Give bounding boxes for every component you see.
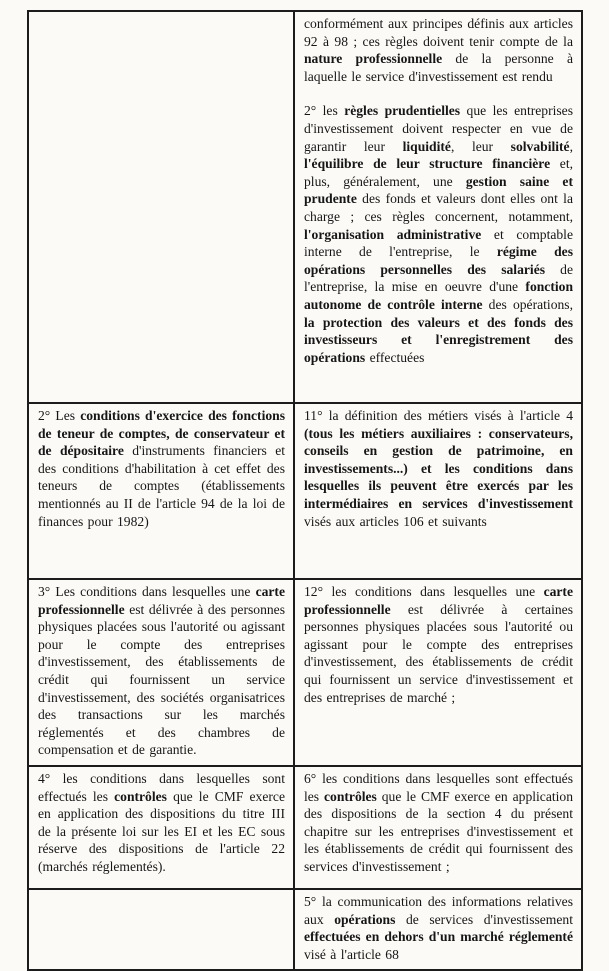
text: et comptable interne de l'entreprise, le (304, 226, 573, 260)
table-row (28, 579, 582, 766)
text: des fonds et valeurs dont elles ont la charge ; ces règles concernent, notamment, (304, 191, 573, 224)
text: 12° les conditions dans lesquelles une (304, 584, 544, 599)
paragraph (304, 102, 573, 366)
bold-text: gestion saine et prudente (304, 173, 573, 207)
table-row (28, 889, 582, 970)
bold-text: carte professionnelle (38, 584, 285, 617)
text: d'instruments financiers et des conditions d'habilitation à cet effet des teneurs de comptes (établissements mentionnés au II de l'article 94 de la loi de finances pour 1982) (38, 443, 286, 529)
bold-text: carte professionnelle (304, 584, 573, 617)
bold-text: liquidité (402, 138, 451, 154)
text: 5° la communication des informations relatives aux (304, 893, 573, 927)
text: des opérations, (482, 296, 573, 312)
cell-row1-left (28, 11, 294, 403)
text: 3° Les conditions dans lesquelles une (38, 584, 256, 599)
bold-text: opérations (334, 911, 396, 927)
text: et, plus, généralement, une (304, 156, 573, 189)
bold-text: contrôles (114, 788, 167, 804)
text: visés aux articles 106 et suivants (304, 513, 487, 529)
text: , (569, 138, 573, 154)
text: 11° la définition des métiers visés à l'article 4 (304, 408, 573, 423)
bold-text: l'équilibre de leur structure financière (304, 156, 551, 172)
bold-text: solvabilité (510, 138, 570, 154)
bold-text: fonction autonome de contrôle interne (304, 279, 573, 312)
text: de l'entreprise, la mise en oeuvre d'une (304, 261, 574, 295)
text: effectuées (365, 349, 425, 365)
bold-text: contrôles (324, 788, 377, 804)
paragraph (304, 583, 573, 706)
bold-text: l'organisation administrative (304, 226, 482, 242)
cell-row1-right (294, 11, 582, 403)
cell-row2-left (28, 403, 294, 579)
text: est délivrée à des personnes physiques placées sous l'autorité ou agissant pour le compte des entreprises d'investissement, des établissements de crédit qui fournissent un service d'investissement, des sociétés organisatrices des transactions sur les marchés réglementés et des chambres de compensation et de garantie. (38, 601, 285, 758)
legal-table (27, 10, 583, 971)
text: que le CMF exerce en application des dispositions du titre III de la présente loi sur les EI et les EC sous réserve des dispositions de l'article 22 (marchés réglementés). (38, 788, 285, 874)
paragraph (304, 407, 573, 530)
text: conformément aux principes définis aux articles 92 à 98 ; ces règles doivent tenir compte de la (304, 16, 573, 49)
bold-text: effectuées en dehors d'un marché réglementé (304, 929, 573, 945)
text: 2° les (304, 103, 345, 119)
text: est délivrée à certaines personnes physiques placées sous l'autorité ou agissant pour le compte des entreprises d'investissement, des établissements de crédit qui fournissent un service d'investissement et des entreprises de marché ; (304, 601, 573, 705)
text: , leur (450, 138, 511, 154)
table-row (28, 11, 582, 403)
bold-text: régime des opérations personnelles des salariés (304, 244, 573, 277)
text: que les entreprises d'investissement doivent respecter en vue de garantir leur (304, 103, 573, 154)
cell-row3-left (28, 579, 294, 766)
paragraph (304, 15, 573, 85)
cell-row5-right (294, 889, 582, 970)
text: que le CMF exerce en application des dispositions de la section 4 du présent chapitre sur les entreprises d'investissement et les établissements de crédit qui fournissent des services d'investissement ; (304, 788, 574, 874)
paragraph (38, 770, 285, 876)
paragraph (38, 583, 285, 759)
paragraph (38, 407, 285, 530)
text: de la personne à laquelle le service d'investissement est rendu (304, 51, 574, 84)
cell-row3-right (294, 579, 582, 766)
bold-text: conditions d'exercice des fonctions de teneur de comptes, de conservateur et de dépositaire (38, 408, 285, 459)
paragraph (304, 893, 573, 963)
cell-row4-left (28, 766, 294, 889)
text: de services d'investissement (395, 911, 573, 927)
bold-text: la protection des valeurs et des fonds des investisseurs et l'enregistrement des opérations (304, 314, 573, 365)
table-row (28, 766, 582, 889)
bold-text: nature professionnelle (304, 51, 443, 67)
bold-text: (tous les métiers auxiliaires : conservateurs, conseils en gestion de patrimoine, en investissements...) et les conditions dans lesquelles ils peuvent être exercés par les intermédiaires en services d'investissement (304, 425, 573, 511)
text: 6° les conditions dans lesquelles sont effectués les (304, 770, 573, 804)
table-row (28, 403, 582, 579)
paragraph (304, 770, 573, 876)
cell-row4-right (294, 766, 582, 889)
bold-text: règles prudentielles (344, 103, 461, 119)
cell-row2-right (294, 403, 582, 579)
text: visé à l'article 68 (304, 946, 399, 962)
text: 4° les conditions dans lesquelles sont effectués les (38, 770, 285, 804)
text: 2° Les (38, 408, 81, 423)
cell-row5-left (28, 889, 294, 970)
